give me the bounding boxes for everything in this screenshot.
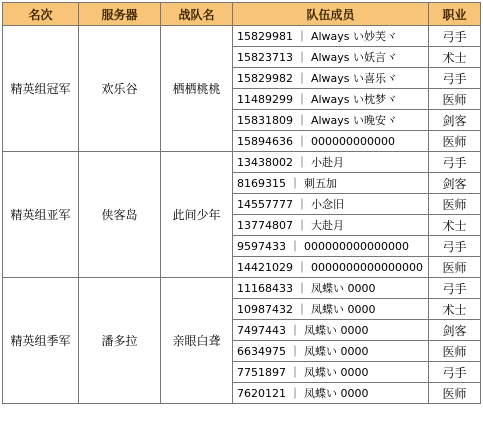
job-cell: 弓手 xyxy=(429,26,481,47)
member-cell: 11489299 ｜ Always い枕梦ヾ xyxy=(233,89,429,110)
member-cell: 13774807 ｜ 大赴月 xyxy=(233,215,429,236)
job-cell: 医师 xyxy=(429,194,481,215)
job-cell: 剑客 xyxy=(429,110,481,131)
member-cell: 7497443 ｜ 凤蝶い 0000 xyxy=(233,320,429,341)
header-server: 服务器 xyxy=(79,3,161,26)
server-cell: 侠客岛 xyxy=(79,152,161,278)
header-rank: 名次 xyxy=(3,3,79,26)
job-cell: 弓手 xyxy=(429,278,481,299)
table-body xyxy=(3,26,481,404)
job-cell: 弓手 xyxy=(429,362,481,383)
member-cell: 6634975 ｜ 凤蝶い 0000 xyxy=(233,341,429,362)
standings-table xyxy=(2,2,481,404)
member-cell: 7751897 ｜ 凤蝶い 0000 xyxy=(233,362,429,383)
member-cell: 15829981 ｜ Always い妙芙ヾ xyxy=(233,26,429,47)
server-cell: 潘多拉 xyxy=(79,278,161,404)
header-team: 战队名 xyxy=(161,3,233,26)
job-cell: 医师 xyxy=(429,89,481,110)
member-cell: 11168433 ｜ 凤蝶い 0000 xyxy=(233,278,429,299)
header-members: 队伍成员 xyxy=(233,3,429,26)
member-cell: 15829982 ｜ Always い喜乐ヾ xyxy=(233,68,429,89)
member-cell: 14421029 ｜ 0000000000000000 xyxy=(233,257,429,278)
rank-cell: 精英组亚军 xyxy=(3,152,79,278)
team-cell: 亲眼白聋 xyxy=(161,278,233,404)
job-cell: 医师 xyxy=(429,257,481,278)
member-cell: 14557777 ｜ 小念旧 xyxy=(233,194,429,215)
member-cell: 8169315 ｜ 刺五加 xyxy=(233,173,429,194)
job-cell: 术士 xyxy=(429,215,481,236)
table-row xyxy=(3,278,481,299)
job-cell: 弓手 xyxy=(429,68,481,89)
header-job: 职业 xyxy=(429,3,481,26)
job-cell: 剑客 xyxy=(429,320,481,341)
job-cell: 弓手 xyxy=(429,152,481,173)
job-cell: 术士 xyxy=(429,299,481,320)
rank-cell: 精英组冠军 xyxy=(3,26,79,152)
team-cell: 此间少年 xyxy=(161,152,233,278)
job-cell: 术士 xyxy=(429,47,481,68)
member-cell: 15823713 ｜ Always い妖言ヾ xyxy=(233,47,429,68)
member-cell: 7620121 ｜ 凤蝶い 0000 xyxy=(233,383,429,404)
team-cell: 栖栖桃桃 xyxy=(161,26,233,152)
header-row xyxy=(3,3,481,26)
server-cell: 欢乐谷 xyxy=(79,26,161,152)
job-cell: 剑客 xyxy=(429,173,481,194)
member-cell: 15831809 ｜ Always い晚安ヾ xyxy=(233,110,429,131)
rank-cell: 精英组季军 xyxy=(3,278,79,404)
member-cell: 10987432 ｜ 凤蝶い 0000 xyxy=(233,299,429,320)
job-cell: 医师 xyxy=(429,341,481,362)
table-row xyxy=(3,26,481,47)
member-cell: 9597433 ｜ 000000000000000 xyxy=(233,236,429,257)
table-row xyxy=(3,152,481,173)
member-cell: 15894636 ｜ 000000000000 xyxy=(233,131,429,152)
job-cell: 医师 xyxy=(429,383,481,404)
member-cell: 13438002 ｜ 小赴月 xyxy=(233,152,429,173)
job-cell: 弓手 xyxy=(429,236,481,257)
job-cell: 医师 xyxy=(429,131,481,152)
